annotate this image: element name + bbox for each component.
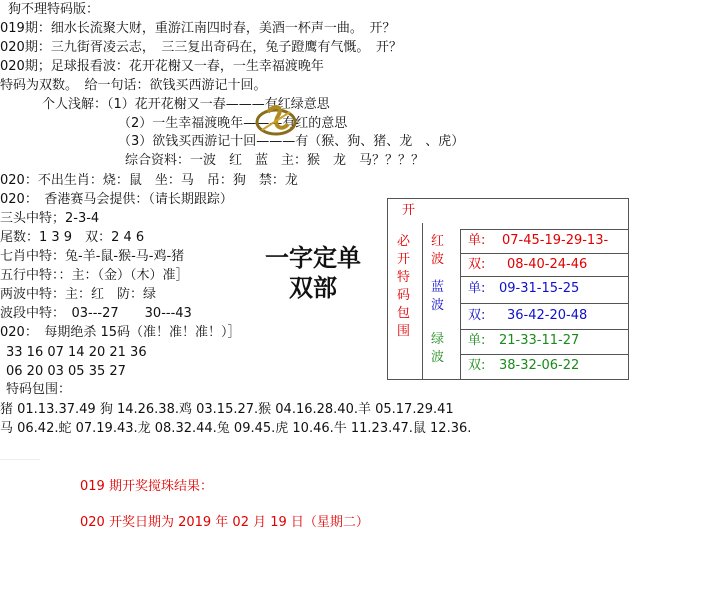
red-double-label: 双: [468, 257, 486, 272]
draw-date: 020 开奖日期为 2019 年 02 月 19 日（星期二） [80, 515, 369, 530]
red-wave-label: 红波 [431, 234, 445, 267]
line-summary: 综合资料：一波 红 蓝 主：猴 龙 马？？？？ [125, 153, 425, 168]
green-double-numbers: 38-32-06-22 [499, 358, 580, 373]
line-three-heads: 三头中特；2-3-4 [0, 211, 100, 226]
box-row-line-5 [460, 354, 628, 355]
line-hk-jockey: 020： 香港赛马会提供：（请长期跟踪） [0, 192, 233, 207]
line-wave-range: 波段中特： 03---27 30---43 [0, 306, 192, 321]
box-divider-left [422, 223, 423, 379]
box-band-top [460, 229, 628, 230]
line-kill-numbers-2: 06 20 03 05 35 27 [6, 364, 126, 379]
line-tail-numbers: 尾数：1 3 9 双：2 4 6 [0, 230, 145, 245]
blue-double-label: 双: [468, 308, 486, 323]
line-zodiac-numbers-1: 猪 01.13.37.49 狗 14.26.38.鸡 03.15.27.猴 04.16.28.40.羊 05.17.29.41 [0, 402, 454, 417]
box-divider-mid [460, 229, 461, 379]
blue-wave-label: 蓝波 [431, 280, 445, 313]
box-row-line-4 [460, 329, 628, 330]
special-number-box [387, 198, 629, 380]
red-double-numbers: 08-40-24-46 [507, 257, 588, 272]
green-single-label: 单: [468, 333, 486, 348]
line-football: 020期；足球报看波：花开花榭又一春，一生幸福渡晚年 [0, 59, 324, 74]
line-two-waves: 两波中特：主：红 防：绿 [0, 287, 157, 302]
blue-double-numbers: 36-42-20-48 [507, 308, 588, 323]
box-side-label: 必开特码包围 [397, 234, 411, 339]
line-five-elements: 五行中特：：主：（金）（木）准］ [0, 268, 189, 283]
line-020-riddle: 020期：三九街胥凌云志， 三三复出奇码在，兔子蹬鹰有气慨。 开？ [0, 40, 402, 55]
red-single-numbers: 07-45-19-29-13- [502, 233, 609, 248]
draw-result-title: 019 期开奖搅珠结果： [80, 479, 213, 494]
line-zodiac-excl: 020：不出生肖：烧：鼠 坐：马 吊：狗 禁：龙 [0, 173, 298, 188]
line-kill-15: 020： 每期绝杀 15码（准！准！准！）］ [0, 325, 241, 340]
box-row-line-1 [460, 253, 628, 254]
box-row-line-2 [460, 276, 628, 277]
line-019-riddle: 019期：细水长流聚大财，重游江南四时春，美酒一杯声一曲。 开？ [0, 21, 396, 36]
page-title: 狗不理特码版： [8, 2, 100, 17]
line-kill-numbers-1: 33 16 07 14 20 21 36 [6, 345, 147, 360]
line-note-2: （2）一生幸福渡晚年———有红的意思 [118, 116, 348, 131]
green-wave-label: 绿波 [431, 332, 445, 365]
line-note-3: （3）欲钱买西游记十回———有（猴、狗、猪、龙 、虎） [118, 134, 465, 149]
red-single-label: 单: [468, 233, 486, 248]
line-seven-zodiac: 七肖中特：兔-羊-鼠-猴-马-鸡-猪 [0, 249, 185, 264]
line-even-number: 特码为双数。 给一句话：欲钱买西游记十回。 [0, 78, 267, 93]
blue-single-numbers: 09-31-15-25 [499, 281, 580, 296]
line-special-surround: 特码包围： [6, 382, 72, 397]
logo-mark [254, 100, 298, 140]
single-double-headline: 一字定单双部 [265, 244, 361, 302]
line-zodiac-numbers-2: 马 06.42.蛇 07.19.43.龙 08.32.44.兔 09.45.虎 10.46.牛 11.23.47.鼠 12.36. [0, 421, 472, 436]
box-open-label: 开 [402, 203, 416, 218]
box-row-line-3 [460, 303, 628, 304]
blue-single-label: 单: [468, 281, 486, 296]
divider [0, 459, 40, 460]
green-single-numbers: 21-33-11-27 [499, 333, 580, 348]
green-double-label: 双: [468, 358, 486, 373]
line-note-1: 个人浅解：（1）花开花榭又一春———有红绿意思 [42, 97, 330, 112]
